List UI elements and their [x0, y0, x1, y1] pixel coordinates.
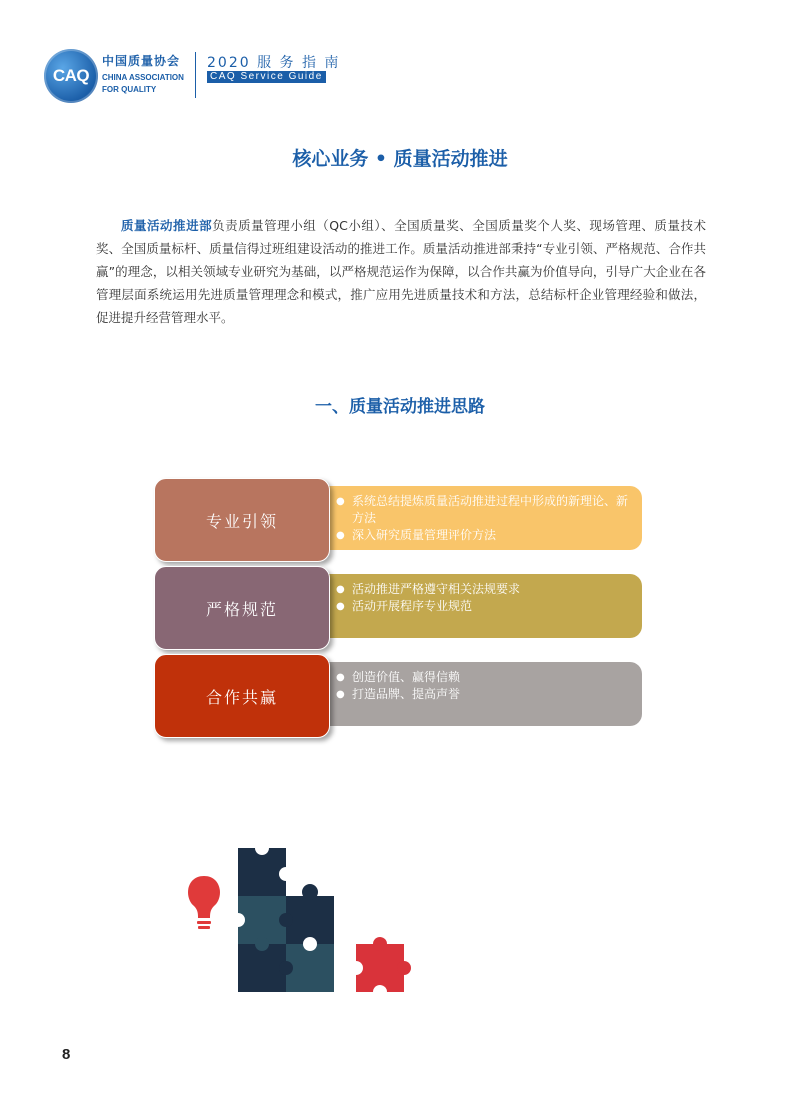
principle-bullet: [336, 493, 632, 527]
principle-desc-3: [314, 662, 642, 726]
caq-logo: [44, 49, 98, 103]
logo-text: CAQ: [52, 66, 90, 85]
principle-row-1: [154, 478, 642, 560]
org-name-cn: 中国质量协会: [102, 54, 181, 68]
principle-label-3: [154, 654, 330, 738]
page-header: [40, 46, 360, 106]
principle-bullet: [336, 527, 632, 544]
principle-label-2: [154, 566, 330, 650]
intro-paragraph: [96, 214, 706, 329]
bullet-dot-icon: ●: [336, 689, 345, 700]
bullet-text: 活动推进严格遵守相关法规要求: [352, 582, 521, 596]
principle-row-2: [154, 566, 642, 648]
org-name-en-line2: FOR QUALITY: [102, 85, 157, 94]
bullet-text: 深入研究质量管理评价方法: [352, 528, 497, 542]
intro-highlight: 质量活动推进部: [121, 218, 213, 233]
principle-desc-1: [314, 486, 642, 550]
puzzle-lightbulb-graphic: [180, 840, 420, 1000]
bullet-text: 打造品牌、提高声誉: [352, 687, 461, 701]
bullet-text: 创造价值、赢得信赖: [352, 670, 461, 684]
principle-label-text: 专业引领: [205, 511, 278, 531]
bullet-dot-icon: ●: [336, 530, 345, 541]
principle-label-1: [154, 478, 330, 562]
principle-bullet: [336, 581, 632, 598]
puzzle-pieces-icon: [231, 841, 411, 999]
bullet-text: 系统总结提炼质量活动推进过程中形成的新理论、新方法: [352, 494, 629, 525]
header-divider: [195, 52, 196, 98]
intro-text: 负责质量管理小组（QC小组）、全国质量奖、全国质量奖个人奖、现场管理、质量技术奖、全国质量标杆、质量信得过班组建设活动的推进工作。质量活动推进部秉持“专业引领、严格规范、合作共赢”的理念，以相关领域专业研究为基础，以严格规范运作为保障，以合作共赢为价值导向，引导广大企业在各管理层面系统运用先进质量管理理念和模式，推广应用先进质量技术和方法，总结标杆企业管理经验和做法，促进提升经营管理水平。: [96, 218, 706, 325]
page-title: 核心业务 • 质量活动推进: [292, 148, 508, 170]
bullet-dot-icon: ●: [336, 601, 345, 612]
section-title: 一、质量活动推进思路: [315, 397, 485, 417]
principle-label-text: 严格规范: [205, 599, 278, 619]
principle-label-text: 合作共赢: [205, 687, 278, 707]
bullet-dot-icon: ●: [336, 496, 345, 507]
lightbulb-icon: [188, 876, 220, 929]
bullet-dot-icon: ●: [336, 672, 345, 683]
org-name-en-line1: CHINA ASSOCIATION: [102, 73, 184, 82]
guide-title: 2020 服 务 指 南: [207, 55, 341, 71]
bullet-dot-icon: ●: [336, 584, 345, 595]
principle-bullet: [336, 686, 632, 703]
org-name-en: [102, 72, 184, 96]
guide-subtitle: CAQ Service Guide: [207, 71, 326, 83]
bullet-text: 活动开展程序专业规范: [352, 599, 473, 613]
principle-desc-2: [314, 574, 642, 638]
principle-bullet: [336, 669, 632, 686]
principle-bullet: [336, 598, 632, 615]
page-number: 8: [62, 1046, 71, 1063]
principle-row-3: [154, 654, 642, 736]
